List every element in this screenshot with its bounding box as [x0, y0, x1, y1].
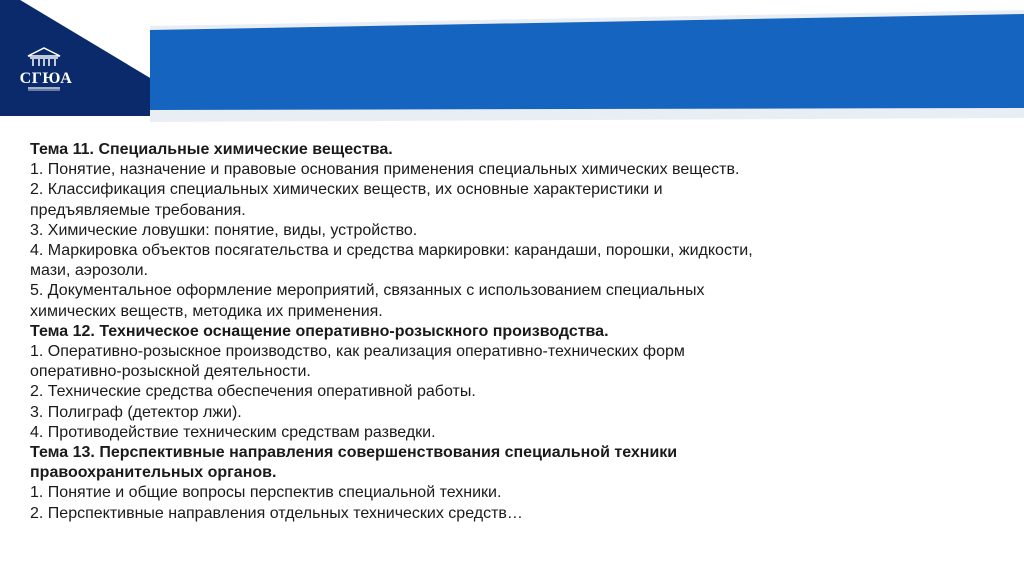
topic-item: 3. Химические ловушки: понятие, виды, устройство. — [30, 221, 418, 239]
topic-heading: Тема 11. Специальные химические вещества. — [30, 141, 393, 158]
topic-item: 2. Технические средства обеспечения оперативной работы. — [30, 383, 476, 401]
topic-item: 4. Противодействие техническим средствам разведки. — [30, 423, 436, 441]
topic-item: 4. Маркировка объектов посягательства и средства маркировки: карандаши, порошки, жидкости, — [30, 242, 753, 260]
topic-item: 2. Перспективные направления отдельных технических средств… — [30, 504, 523, 522]
topics-list — [30, 140, 990, 524]
topic-heading: правоохранительных органов. — [30, 464, 277, 482]
topic-item: мази, аэрозоли. — [30, 262, 148, 280]
header-banner — [0, 0, 1024, 130]
topic-heading: Тема 13. Перспективные направления совершенствования специальной техники — [30, 444, 678, 462]
topic-item: 1. Понятие и общие вопросы перспектив специальной техники. — [30, 484, 502, 502]
topic-item: 5. Документальное оформление мероприятий, связанных с использованием специальных — [30, 282, 705, 300]
topic-heading: Тема 12. Техническое оснащение оперативно-розыскного производства. — [30, 322, 609, 340]
logo-text: СГЮА — [19, 70, 73, 87]
topic-item: предъявляемые требования. — [30, 201, 246, 219]
topic-item: 2. Классификация специальных химических веществ, их основные характеристики и — [30, 181, 663, 199]
topic-item: химических веществ, методика их применения. — [30, 302, 383, 320]
topic-item: оперативно-розыскной деятельности. — [30, 363, 311, 381]
topic-item: 3. Полиграф (детектор лжи). — [30, 403, 242, 421]
topic-item: 1. Понятие, назначение и правовые основания применения специальных химических веществ. — [30, 161, 740, 179]
topic-item: 1. Оперативно-розыскное производство, как реализация оперативно-технических форм — [30, 343, 685, 361]
